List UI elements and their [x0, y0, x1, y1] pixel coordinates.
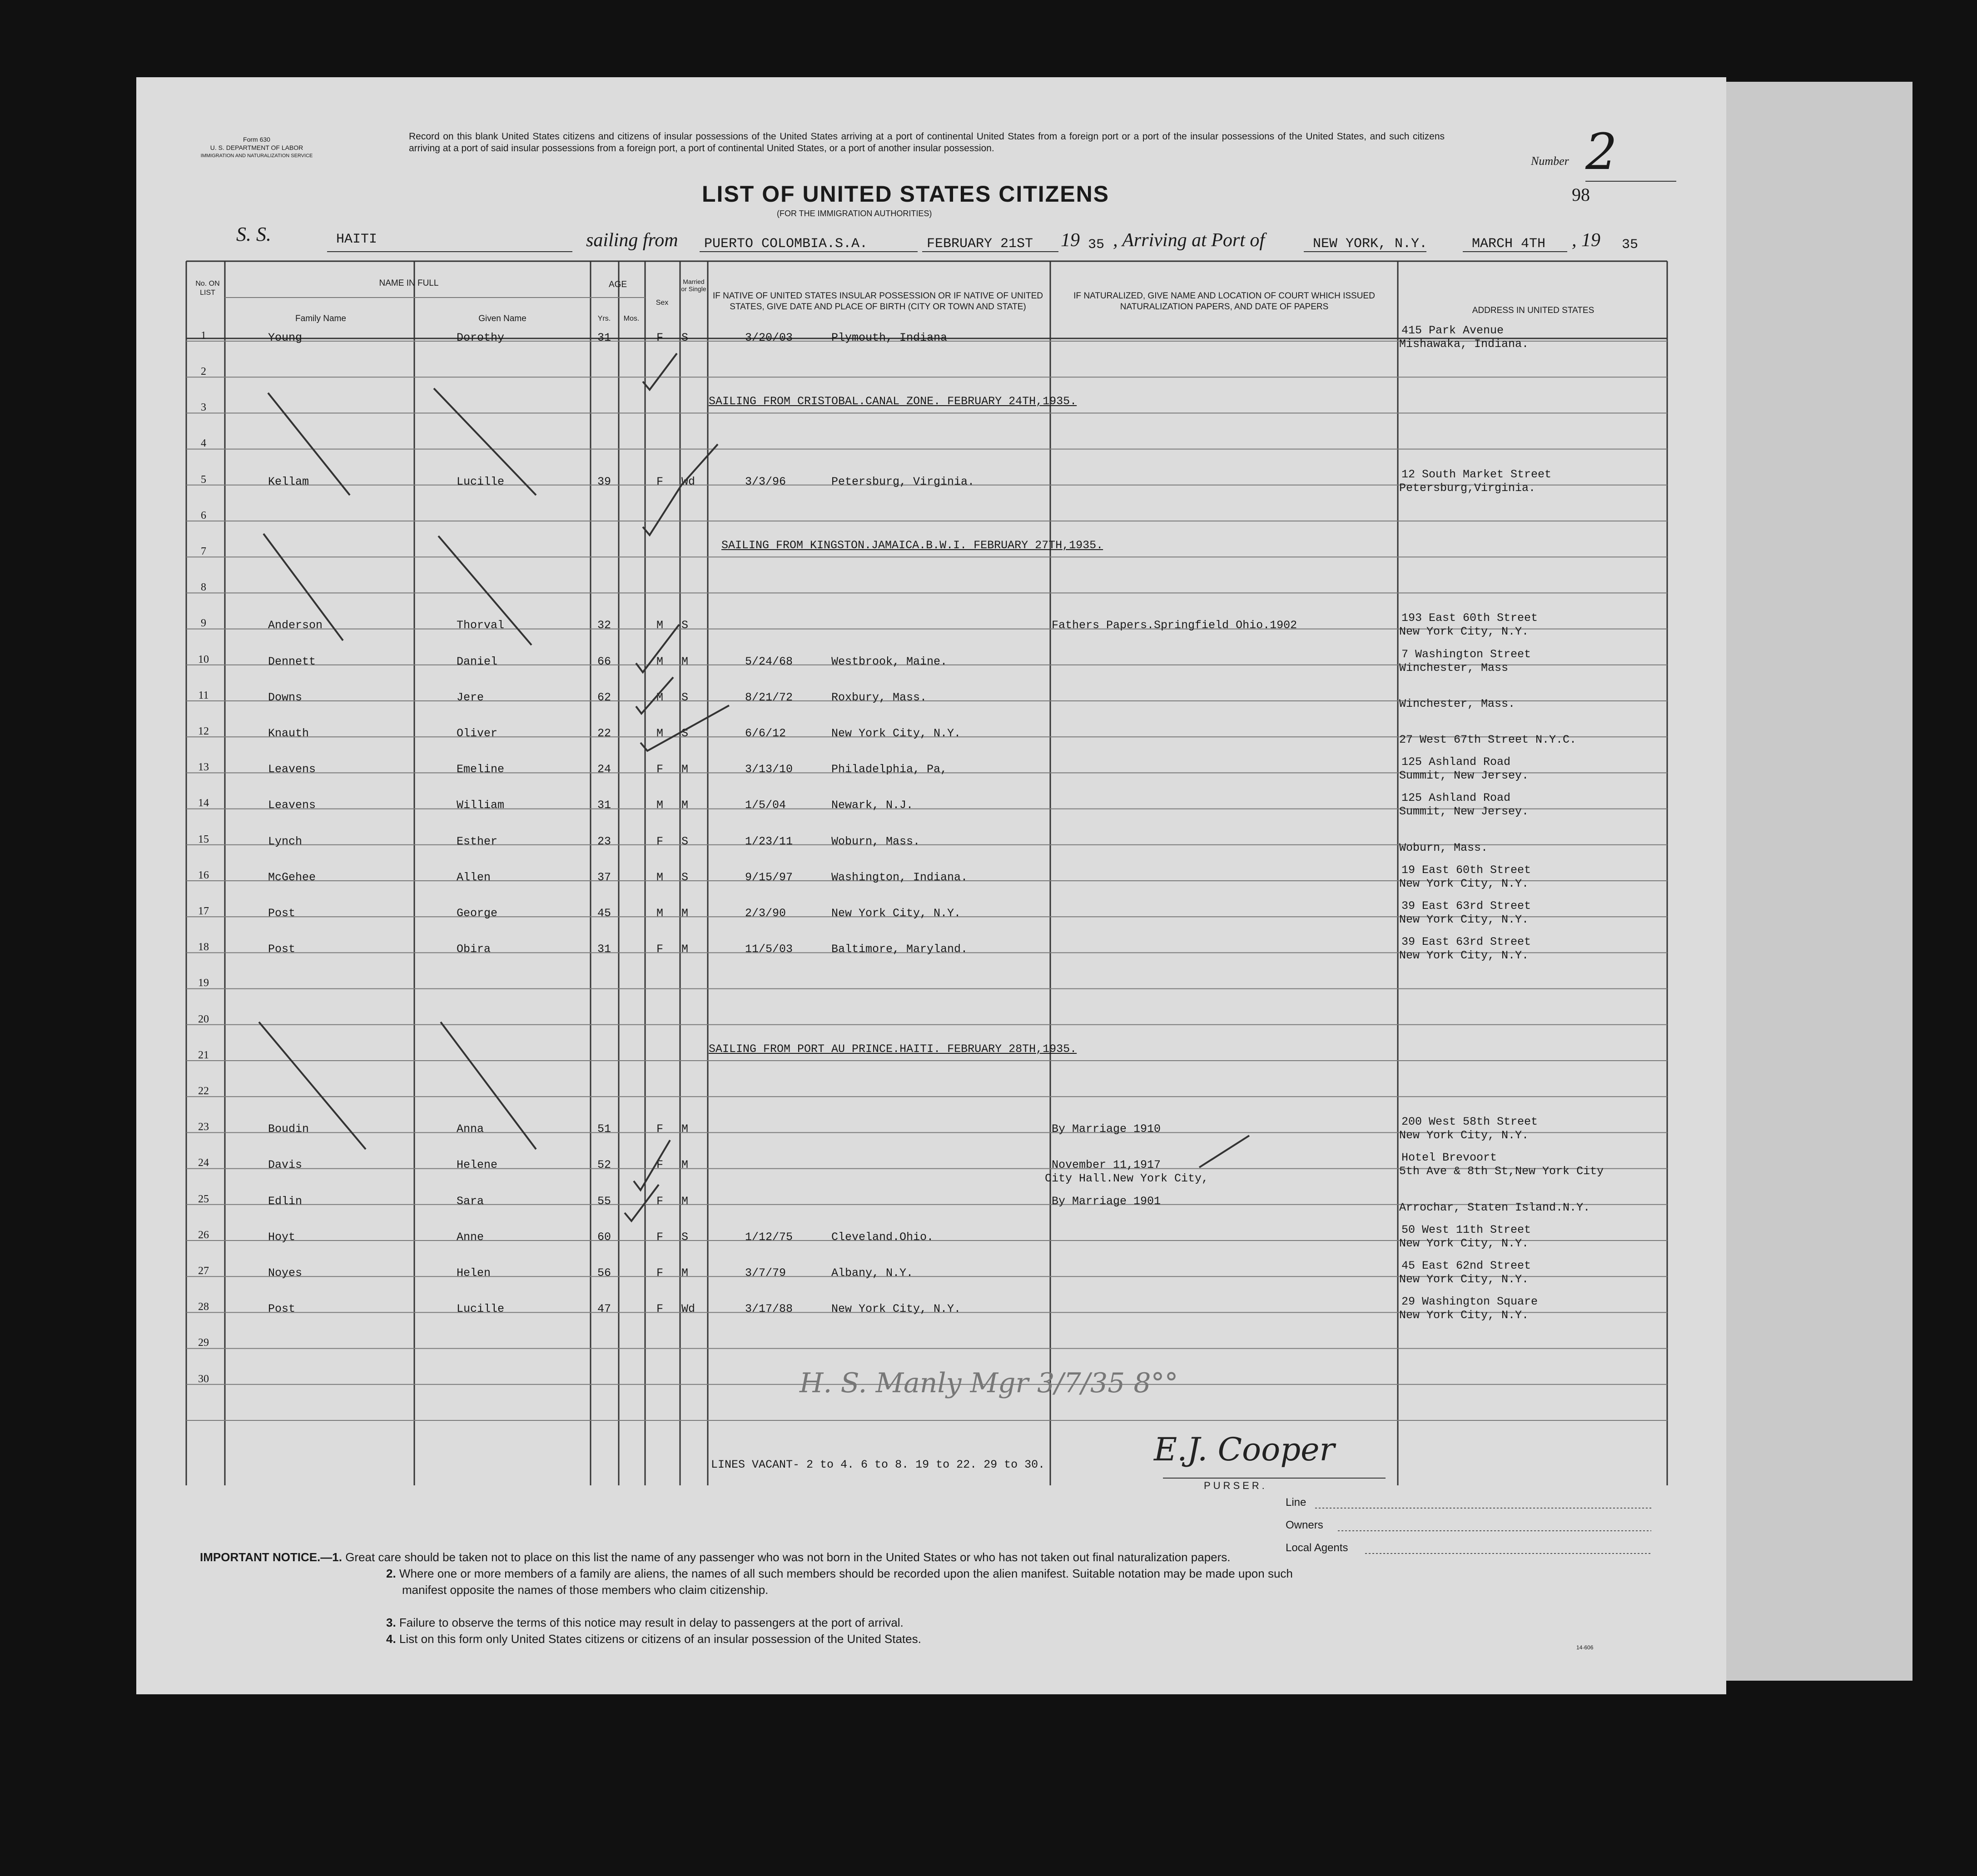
row-number: 4 — [201, 437, 206, 450]
purser-label: PURSER. — [1204, 1480, 1267, 1491]
handwritten-inspector-note: H. S. Manly Mgr 3/7/35 8°° — [800, 1367, 1178, 1399]
family-name: Post — [268, 907, 296, 920]
given-name: Daniel — [457, 655, 498, 668]
age-years: 31 — [597, 799, 611, 812]
age-years: 31 — [597, 943, 611, 956]
address-line-1: 39 East 63rd Street — [1401, 935, 1531, 949]
number-label: Number — [1531, 154, 1569, 168]
sex: F — [656, 834, 664, 848]
header-married-single: Married or Single — [681, 278, 706, 293]
row-number: 19 — [198, 977, 209, 989]
form-code: 14-606 — [1576, 1644, 1594, 1651]
notice-2-text: Where one or more members of a family are aliens, the names of all such members should be recorded upon the alien manifest. Suitable notation may be made upon such — [399, 1567, 1293, 1580]
marital-status: S — [681, 690, 689, 704]
birth-place: Philadelphia, Pa, — [831, 763, 948, 776]
header-birth: IF NATIVE OF UNITED STATES INSULAR POSSESSION OR IF NATIVE OF UNITED STATES, GIVE DATE AND PLACE OF BIRTH (CITY OR TOWN AND STATE) — [712, 291, 1043, 312]
birth-place: Baltimore, Maryland. — [831, 943, 968, 956]
marital-status: M — [681, 1194, 689, 1208]
family-name: Anderson — [268, 619, 323, 632]
marital-status: M — [681, 1266, 689, 1280]
row-number: 22 — [198, 1085, 209, 1097]
notice-label: IMPORTANT NOTICE.—1. — [200, 1550, 342, 1564]
header-name-in-full: NAME IN FULL — [379, 278, 439, 288]
birth-place: Roxbury, Mass. — [831, 690, 927, 704]
address-line-2: New York City, N.Y. — [1399, 913, 1529, 926]
notice-2-continued: manifest opposite the names of those members who claim citizenship. — [402, 1583, 769, 1597]
address-line-2: New York City, N.Y. — [1399, 1273, 1529, 1286]
birth-place: Petersburg, Virginia. — [831, 475, 975, 488]
age-years: 62 — [597, 690, 611, 704]
birth-date: 9/15/97 — [745, 870, 793, 884]
row-number: 24 — [198, 1157, 209, 1169]
page-title: LIST OF UNITED STATES CITIZENS — [702, 181, 1110, 207]
marital-status: M — [681, 799, 689, 812]
signature-line — [1163, 1476, 1390, 1481]
row-number: 26 — [198, 1229, 209, 1241]
arriving-label: , Arriving at Port of — [1113, 230, 1265, 251]
notice-3-number: 3. — [386, 1616, 396, 1629]
notice-1-text: Great care should be taken not to place on this list the name of any passenger who was not born in the United States or who has not taken out final naturalization papers. — [345, 1550, 1231, 1564]
age-years: 37 — [597, 870, 611, 884]
sex: F — [656, 943, 664, 956]
row-number: 17 — [198, 905, 209, 917]
list-number: 2 — [1585, 123, 1676, 182]
family-name: Leavens — [268, 763, 316, 776]
given-name: Obira — [457, 943, 491, 956]
birth-place: New York City, N.Y. — [831, 727, 961, 740]
family-name: Knauth — [268, 727, 309, 740]
given-name: Helen — [457, 1266, 491, 1280]
family-name: Edlin — [268, 1194, 303, 1208]
departure-port: PUERTO COLOMBIA.S.A. — [704, 236, 868, 252]
birth-place: New York City, N.Y. — [831, 907, 961, 920]
marital-status: M — [681, 1158, 689, 1172]
row-number: 5 — [201, 473, 206, 486]
birth-place: Cleveland.Ohio. — [831, 1230, 934, 1244]
family-name: Kellam — [268, 475, 309, 488]
given-name: Jere — [457, 690, 484, 704]
arrival-port: NEW YORK, N.Y. — [1313, 236, 1428, 252]
age-years: 45 — [597, 907, 611, 920]
header-yrs: Yrs. — [597, 315, 611, 323]
notice-2 — [386, 1565, 1293, 1582]
address-line-2: Petersburg,Virginia. — [1399, 481, 1536, 495]
sex: F — [656, 1266, 664, 1280]
notice-4-text: List on this form only United States citizens or citizens of an insular possession of the United States. — [399, 1632, 921, 1646]
age-years: 32 — [597, 619, 611, 632]
row-number: 29 — [198, 1337, 209, 1349]
birth-date: 5/24/68 — [745, 655, 793, 668]
marital-status: M — [681, 907, 689, 920]
form-instructions: Record on this blank United States citizens and citizens of insular possessions of the United States arriving at a port of continental United States from a foreign port or a port of the insular possessions of the United States, and such citizens arriving at a port of said insular possessions from a foreign port, a port of continental United States, or a port of another insular possession. — [409, 131, 1445, 154]
address-line-1: 193 East 60th Street — [1401, 611, 1538, 625]
address-line-1: Hotel Brevoort — [1401, 1151, 1497, 1165]
purser-signature: E.J. Cooper — [1154, 1431, 1335, 1468]
age-years: 23 — [597, 834, 611, 848]
family-name: Leavens — [268, 799, 316, 812]
address-line-2: 27 West 67th Street N.Y.C. — [1399, 733, 1577, 746]
address-line-2: New York City, N.Y. — [1399, 1236, 1529, 1250]
header-naturalized: IF NATURALIZED, GIVE NAME AND LOCATION OF COURT WHICH ISSUED NATURALIZATION PAPERS, AND DATE OF PAPERS — [1073, 291, 1375, 312]
year-suffix: 35 — [1088, 237, 1105, 253]
marital-status: S — [681, 619, 689, 632]
age-years: 66 — [597, 655, 611, 668]
sex: F — [656, 1302, 664, 1316]
arrival-date: MARCH 4TH — [1472, 236, 1546, 252]
sailing-note: SAILING FROM CRISTOBAL.CANAL ZONE. FEBRUARY 24TH,1935. — [709, 395, 1077, 408]
departure-date: FEBRUARY 21ST — [927, 236, 1033, 252]
sex: F — [656, 331, 664, 344]
address-line-1: 29 Washington Square — [1401, 1295, 1538, 1309]
stamp-number: 98 — [1572, 184, 1590, 205]
family-name: Boudin — [268, 1122, 309, 1136]
notice-3-text: Failure to observe the terms of this notice may result in delay to passengers at the port of arrival. — [399, 1616, 904, 1629]
row-number: 30 — [198, 1373, 209, 1385]
ship-name: HAITI — [336, 232, 378, 247]
given-name: Anne — [457, 1230, 484, 1244]
address-line-1: 125 Ashland Road — [1401, 791, 1511, 805]
sex: F — [656, 1194, 664, 1208]
arrival-year-prefix: , 19 — [1572, 230, 1600, 251]
sex: F — [656, 1158, 664, 1172]
marital-status: S — [681, 1230, 689, 1244]
notice-4 — [386, 1631, 921, 1647]
birth-place: Washington, Indiana. — [831, 870, 968, 884]
ss-label: S. S. — [236, 223, 271, 245]
header-mos: Mos. — [623, 315, 640, 323]
sex: M — [656, 907, 664, 920]
row-number: 12 — [198, 725, 209, 737]
address-line-2: Winchester, Mass — [1399, 661, 1509, 675]
sex: F — [656, 475, 664, 488]
given-name: Allen — [457, 870, 491, 884]
family-name: Young — [268, 331, 303, 344]
row-number: 23 — [198, 1121, 209, 1133]
row-number: 11 — [198, 689, 209, 701]
row-number: 14 — [198, 797, 209, 809]
notice-3 — [386, 1614, 904, 1631]
row-number: 20 — [198, 1013, 209, 1025]
sex: F — [656, 1122, 664, 1136]
given-name: Dorothy — [457, 331, 505, 344]
sex: M — [656, 619, 664, 632]
page-subtitle: (FOR THE IMMIGRATION AUTHORITIES) — [777, 209, 932, 218]
row-number: 2 — [201, 366, 206, 377]
age-years: 47 — [597, 1302, 611, 1316]
birth-date: 11/5/03 — [745, 943, 793, 956]
birth-place: Westbrook, Maine. — [831, 655, 948, 668]
sex: M — [656, 870, 664, 884]
age-years: 60 — [597, 1230, 611, 1244]
given-name: Sara — [457, 1194, 484, 1208]
row-number: 7 — [201, 546, 206, 557]
birth-date: 3/13/10 — [745, 763, 793, 776]
address-line-1: 12 South Market Street — [1401, 467, 1552, 481]
address-line-1: 200 West 58th Street — [1401, 1115, 1538, 1129]
row-number: 16 — [198, 869, 209, 881]
family-name: Lynch — [268, 834, 303, 848]
age-years: 24 — [597, 763, 611, 776]
address-line-1: 50 West 11th Street — [1401, 1223, 1531, 1236]
owners-label: Owners — [1286, 1519, 1323, 1531]
given-name: George — [457, 907, 498, 920]
year-prefix: 19 — [1061, 230, 1080, 251]
marital-status: S — [681, 727, 689, 740]
row-number: 8 — [201, 581, 206, 594]
row-number: 18 — [198, 941, 209, 953]
marital-status: M — [681, 655, 689, 668]
given-name: Thorval — [457, 619, 505, 632]
header-sex: Sex — [656, 299, 669, 307]
birth-place: Newark, N.J. — [831, 799, 914, 812]
given-name: Lucille — [457, 475, 505, 488]
header-family-name: Family Name — [295, 314, 346, 323]
address-line-1: 45 East 62nd Street — [1401, 1259, 1531, 1272]
family-name: Post — [268, 1302, 296, 1316]
row-number: 1 — [201, 329, 206, 342]
row-number: 27 — [198, 1265, 209, 1277]
address-line-1: 19 East 60th Street — [1401, 863, 1531, 877]
address-line-1: 415 Park Avenue — [1401, 323, 1504, 337]
sex: F — [656, 1230, 664, 1244]
sex: M — [656, 690, 664, 704]
sailing-note: SAILING FROM KINGSTON.JAMAICA.B.W.I. FEBRUARY 27TH,1935. — [721, 539, 1103, 552]
naturalization: November 11,1917 — [1052, 1158, 1161, 1172]
birth-date: 3/3/96 — [745, 475, 786, 488]
family-name: Davis — [268, 1158, 303, 1172]
row-number: 25 — [198, 1193, 209, 1205]
address-line-2: Winchester, Mass. — [1399, 697, 1515, 710]
sex: F — [656, 763, 664, 776]
marital-status: M — [681, 943, 689, 956]
family-name: Hoyt — [268, 1230, 296, 1244]
age-years: 55 — [597, 1194, 611, 1208]
birth-date: 3/20/03 — [745, 331, 793, 344]
family-name: McGehee — [268, 870, 316, 884]
header-given-name: Given Name — [478, 314, 527, 323]
row-number: 3 — [201, 402, 206, 414]
row-number: 15 — [198, 833, 209, 845]
given-name: Oliver — [457, 727, 498, 740]
sailing-label: sailing from — [586, 230, 678, 251]
address-line-2: Woburn, Mass. — [1399, 841, 1488, 854]
marital-status: S — [681, 331, 689, 344]
address-line-2: Summit, New Jersey. — [1399, 769, 1529, 783]
sex: M — [656, 799, 664, 812]
family-name: Downs — [268, 690, 303, 704]
sex: M — [656, 655, 664, 668]
age-years: 51 — [597, 1122, 611, 1136]
age-years: 39 — [597, 475, 611, 488]
given-name: Lucille — [457, 1302, 505, 1316]
row-number: 13 — [198, 761, 209, 774]
address-line-2: New York City, N.Y. — [1399, 877, 1529, 890]
naturalization: By Marriage 1910 — [1052, 1122, 1161, 1136]
agent-lines — [1315, 1504, 1656, 1558]
local-agents-label: Local Agents — [1286, 1542, 1348, 1554]
address-line-2: Arrochar, Staten Island.N.Y. — [1399, 1201, 1590, 1214]
given-name: Esther — [457, 834, 498, 848]
address-line-2: New York City, N.Y. — [1399, 1309, 1529, 1322]
given-name: Anna — [457, 1122, 484, 1136]
notice-2-number: 2. — [386, 1567, 396, 1580]
address-line-2: Mishawaka, Indiana. — [1399, 337, 1529, 351]
birth-date: 2/3/90 — [745, 907, 786, 920]
header-no-on-list: No. ON LIST — [195, 280, 220, 297]
birth-place: Albany, N.Y. — [831, 1266, 914, 1280]
row-number: 9 — [201, 617, 206, 630]
naturalization: By Marriage 1901 — [1052, 1194, 1161, 1208]
address-line-1: 7 Washington Street — [1401, 647, 1531, 661]
service-name: IMMIGRATION AND NATURALIZATION SERVICE — [200, 153, 313, 159]
age-years: 52 — [597, 1158, 611, 1172]
age-years: 31 — [597, 331, 611, 344]
family-name: Dennett — [268, 655, 316, 668]
row-number: 10 — [198, 653, 209, 665]
birth-date: 3/17/88 — [745, 1302, 793, 1316]
marital-status: M — [681, 763, 689, 776]
sailing-note: SAILING FROM PORT AU PRINCE.HAITI. FEBRUARY 28TH,1935. — [709, 1042, 1077, 1056]
line-label: Line — [1286, 1496, 1306, 1509]
age-years: 22 — [597, 727, 611, 740]
family-name: Post — [268, 943, 296, 956]
given-name: Emeline — [457, 763, 505, 776]
marital-status: M — [681, 1122, 689, 1136]
row-number: 28 — [198, 1301, 209, 1313]
family-name: Noyes — [268, 1266, 303, 1280]
birth-date: 1/12/75 — [745, 1230, 793, 1244]
row-number: 6 — [201, 509, 206, 521]
address-line-1: 39 East 63rd Street — [1401, 899, 1531, 913]
arrival-year-suffix: 35 — [1622, 237, 1639, 253]
notice-4-number: 4. — [386, 1632, 396, 1646]
sex: M — [656, 727, 664, 740]
birth-date: 6/6/12 — [745, 727, 786, 740]
birth-place: Plymouth, Indiana — [831, 331, 948, 344]
birth-place: New York City, N.Y. — [831, 1302, 961, 1316]
marital-status: Wd — [681, 475, 695, 488]
address-line-2: New York City, N.Y. — [1399, 625, 1529, 639]
header-address: ADDRESS IN UNITED STATES — [1472, 306, 1595, 315]
naturalization: Fathers Papers.Springfield Ohio.1902 — [1052, 619, 1297, 632]
address-line-2: Summit, New Jersey. — [1399, 805, 1529, 819]
marital-status: S — [681, 870, 689, 884]
birth-date: 8/21/72 — [745, 690, 793, 704]
birth-date: 1/5/04 — [745, 799, 786, 812]
marital-status: S — [681, 834, 689, 848]
given-name: Helene — [457, 1158, 498, 1172]
address-line-2: New York City, N.Y. — [1399, 1129, 1529, 1142]
department-name: U. S. DEPARTMENT OF LABOR — [210, 144, 303, 151]
header-age: AGE — [608, 280, 627, 289]
notice-1 — [200, 1549, 1231, 1565]
marital-status: Wd — [681, 1302, 695, 1316]
age-years: 56 — [597, 1266, 611, 1280]
naturalization-court: City Hall.New York City, — [1045, 1172, 1209, 1186]
birth-place: Woburn, Mass. — [831, 834, 920, 848]
form-number: Form 630 — [243, 136, 270, 143]
row-number: 21 — [198, 1049, 209, 1061]
birth-date: 1/23/11 — [745, 834, 793, 848]
given-name: William — [457, 799, 505, 812]
birth-date: 3/7/79 — [745, 1266, 786, 1280]
address-line-2: 5th Ave & 8th St,New York City — [1399, 1165, 1604, 1178]
lines-vacant-note: LINES VACANT- 2 to 4. 6 to 8. 19 to 22. 29 to 30. — [711, 1458, 1045, 1471]
address-line-1: 125 Ashland Road — [1401, 755, 1511, 769]
address-line-2: New York City, N.Y. — [1399, 949, 1529, 963]
